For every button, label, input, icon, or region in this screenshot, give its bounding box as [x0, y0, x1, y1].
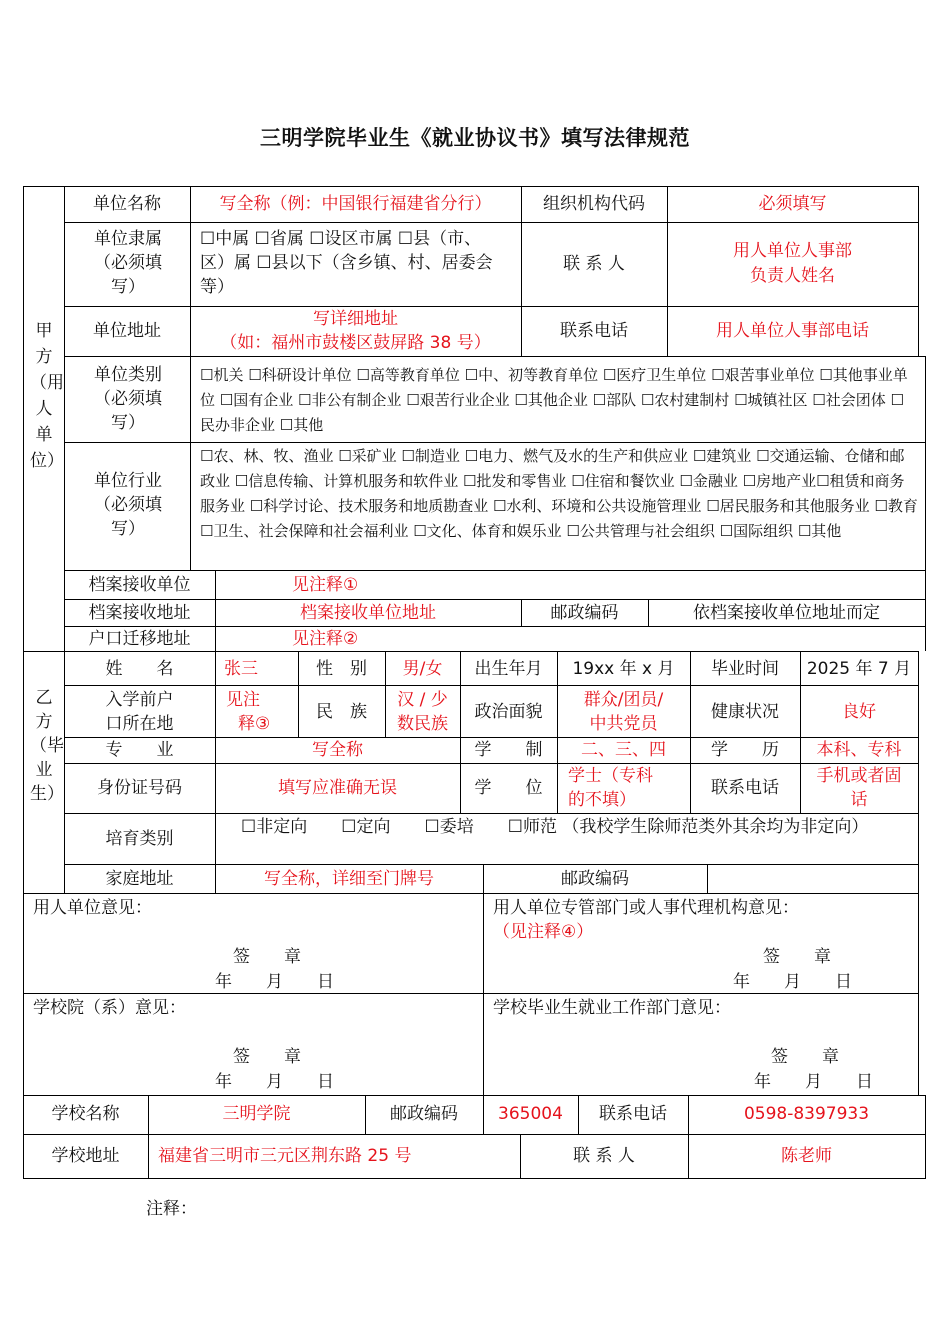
archive-postcode-value[interactable]: 依档案接收单位地址而定 — [693, 603, 880, 623]
school-postcode-value: 365004 — [498, 1104, 563, 1124]
archive-unit-label: 档案接收单位 — [88, 575, 191, 595]
contact-label: 联 系 人 — [563, 254, 625, 274]
student-phone-label: 联系电话 — [711, 778, 779, 798]
office-date[interactable]: 年 月 日 — [754, 1072, 873, 1092]
student-phone-value-line1[interactable]: 手机或者固 — [816, 766, 902, 786]
affiliation-label: 单位隶属（必须填写） — [94, 229, 162, 297]
office-seal: 签 章 — [771, 1047, 839, 1067]
school-contact-label: 联 系 人 — [573, 1146, 635, 1166]
major-label: 专 业 — [105, 740, 174, 760]
origin-label-line1: 入学前户 — [105, 690, 174, 710]
employer-seal: 签 章 — [233, 947, 301, 967]
id-label: 身份证号码 — [97, 778, 182, 798]
home-address-value[interactable]: 写全称，详细至门牌号 — [264, 869, 434, 889]
school-address-value: 福建省三明市三元区荆东路 25 号 — [158, 1146, 412, 1166]
political-value-line2[interactable]: 中共党员 — [589, 714, 658, 734]
agency-seal: 签 章 — [763, 947, 831, 967]
notes-label: 注释： — [146, 1199, 197, 1219]
id-value[interactable]: 填写应准确无误 — [278, 778, 397, 798]
name-value[interactable]: 张三 — [224, 659, 258, 679]
party-a-side-label: 甲方（用人单位） — [30, 321, 64, 471]
gender-value[interactable]: 男/女 — [402, 659, 443, 679]
education-value[interactable]: 本科、专科 — [816, 740, 902, 760]
school-address-label: 学校地址 — [51, 1146, 120, 1166]
school-phone-label: 联系电话 — [599, 1104, 667, 1124]
school-contact-value: 陈老师 — [781, 1146, 832, 1166]
employer-date[interactable]: 年 月 日 — [215, 972, 334, 992]
political-label: 政治面貌 — [474, 702, 543, 722]
school-name-label: 学校名称 — [51, 1104, 120, 1124]
page-title: 三明学院毕业生《就业协议书》填写法律规范 — [260, 126, 690, 150]
home-address-label: 家庭地址 — [105, 869, 174, 889]
office-opinion-label: 学校毕业生就业工作部门意见： — [493, 998, 731, 1018]
major-value[interactable]: 写全称 — [312, 740, 363, 760]
address-value-line1[interactable]: 写详细地址 — [313, 309, 398, 329]
name-label: 姓 名 — [105, 659, 174, 679]
grad-label: 毕业时间 — [711, 659, 779, 679]
college-date[interactable]: 年 月 日 — [215, 1072, 334, 1092]
industry-label: 单位行业（必须填写） — [94, 471, 162, 539]
origin-label-line2: 口所在地 — [105, 714, 174, 734]
ethnic-value-line2[interactable]: 数民族 — [397, 714, 448, 734]
birth-value[interactable]: 19xx 年 x 月 — [572, 659, 675, 679]
political-value-line1[interactable]: 群众/团员/ — [583, 690, 664, 710]
phone-label: 联系电话 — [560, 321, 628, 341]
grad-value[interactable]: 2025 年 7 月 — [806, 659, 912, 679]
ethnic-label: 民 族 — [316, 702, 367, 722]
degree-label: 学 位 — [474, 778, 543, 798]
unit-name-value[interactable]: 写全称（例：中国银行福建省分行） — [219, 194, 492, 214]
archive-address-value[interactable]: 档案接收单位地址 — [300, 603, 436, 623]
industry-options[interactable]: ☐农、林、牧、渔业 ☐采矿业 ☐制造业 ☐电力、燃气及水的生产和供应业 ☐建筑业 ☐交通运输、仓储和邮政业 ☐信息传输、计算机服务和软件业 ☐批发和零售业 ☐住宿和餐饮业 ☐金融业 ☐房地产业☐租赁和商务服务业 ☐科学讨论、技术服务和地质勘查业 ☐水利、环境和公共设施管理业 ☐居民服务和其他服务业 ☐教育 ☐卫生、社会保障和社会福利业 ☐文化、体育和娱乐业 ☐公共管理与社会组织 ☐国际组织 ☐其他 — [200, 447, 918, 540]
ethnic-value-line1[interactable]: 汉 / 少 — [397, 690, 448, 710]
archive-unit-value[interactable]: 见注释① — [292, 575, 359, 595]
gender-label: 性 别 — [316, 659, 367, 679]
degree-value-line2[interactable]: 的不填） — [568, 790, 636, 810]
org-code-label: 组织机构代码 — [543, 194, 645, 214]
category-label: 单位类别（必须填写） — [94, 365, 162, 433]
duration-value[interactable]: 二、三、四 — [581, 740, 666, 760]
agency-opinion-label: 用人单位专管部门或人事代理机构意见： — [493, 898, 799, 918]
college-opinion-label: 学校院（系）意见： — [33, 998, 186, 1018]
school-phone-value: 0598-8397933 — [743, 1104, 870, 1124]
origin-value-line1[interactable]: 见注 — [226, 690, 260, 710]
affiliation-options[interactable]: ☐中属 ☐省属 ☐设区市属 ☐县（市、区）属 ☐县以下（含乡镇、村、居委会等） — [200, 229, 493, 297]
school-name-value: 三明学院 — [222, 1104, 291, 1124]
category-options[interactable]: ☐机关 ☐科研设计单位 ☐高等教育单位 ☐中、初等教育单位 ☐医疗卫生单位 ☐艰苦事业单位 ☐其他事业单位 ☐国有企业 ☐非公有制企业 ☐艰苦行业企业 ☐其他企业 ☐部队 ☐农村建制村 ☐城镇社区 ☐社会团体 ☐民办非企业 ☐其他 — [200, 366, 908, 434]
address-label: 单位地址 — [93, 321, 161, 341]
agency-note: （见注释④） — [493, 922, 594, 942]
address-value-line2[interactable]: （如：福州市鼓楼区鼓屏路 38 号） — [220, 333, 491, 353]
unit-name-label: 单位名称 — [93, 194, 161, 214]
home-postcode-label: 邮政编码 — [561, 869, 629, 889]
health-label: 健康状况 — [711, 702, 779, 722]
hukou-value[interactable]: 见注释② — [292, 629, 359, 649]
birth-label: 出生年月 — [474, 659, 543, 679]
school-postcode-label: 邮政编码 — [390, 1104, 458, 1124]
origin-value-line2[interactable]: 释③ — [238, 714, 271, 734]
contact-value-line1[interactable]: 用人单位人事部 — [733, 241, 852, 261]
party-b-side-label: 乙方（毕业生） — [30, 688, 64, 804]
hukou-label: 户口迁移地址 — [88, 629, 191, 649]
degree-value-line1[interactable]: 学士（专科 — [568, 766, 653, 786]
phone-value[interactable]: 用人单位人事部电话 — [716, 321, 869, 341]
contact-value-line2[interactable]: 负责人姓名 — [750, 266, 835, 286]
training-options[interactable]: ☐非定向 ☐定向 ☐委培 ☐师范 （我校学生除师范类外其余均为非定向） — [224, 817, 869, 837]
agency-date[interactable]: 年 月 日 — [733, 972, 852, 992]
archive-address-label: 档案接收地址 — [88, 603, 191, 623]
student-phone-value-line2[interactable]: 话 — [850, 790, 868, 810]
training-label: 培育类别 — [105, 829, 174, 849]
archive-postcode-label: 邮政编码 — [550, 603, 619, 623]
org-code-value[interactable]: 必须填写 — [758, 194, 827, 214]
college-seal: 签 章 — [233, 1047, 301, 1067]
health-value[interactable]: 良好 — [842, 702, 876, 722]
duration-label: 学 制 — [474, 740, 543, 760]
employer-opinion-label: 用人单位意见： — [33, 898, 152, 918]
education-label: 学 历 — [711, 740, 779, 760]
